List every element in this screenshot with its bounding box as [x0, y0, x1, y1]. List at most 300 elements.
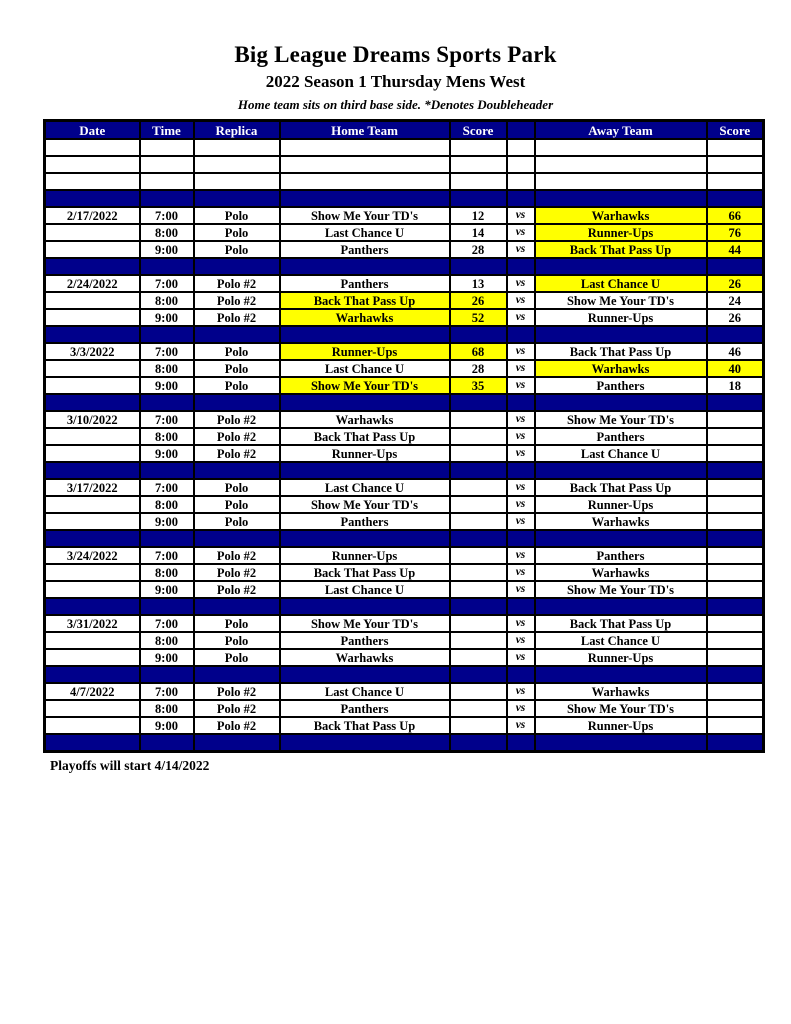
date-cell: 3/17/2022	[45, 479, 140, 496]
date-cell	[45, 513, 140, 530]
home-score-cell	[450, 530, 507, 547]
home-team-cell: Last Chance U	[280, 360, 450, 377]
time-cell	[140, 326, 194, 343]
home-score-cell	[450, 598, 507, 615]
date-cell: 3/10/2022	[45, 411, 140, 428]
game-row	[45, 224, 764, 241]
replica-cell: Polo	[194, 649, 280, 666]
separator-row	[45, 734, 764, 752]
spacer-row	[45, 173, 764, 190]
away-team-cell: Warhawks	[535, 564, 707, 581]
away-team-cell	[535, 734, 707, 752]
home-score-cell	[450, 411, 507, 428]
schedule-table-header	[45, 121, 764, 140]
time-cell: 9:00	[140, 649, 194, 666]
vs-cell: vs	[507, 360, 535, 377]
home-score-cell	[450, 394, 507, 411]
away-score-cell	[707, 139, 764, 156]
schedule-table-body	[45, 139, 764, 752]
replica-cell	[194, 462, 280, 479]
home-team-cell: Show Me Your TD's	[280, 207, 450, 224]
away-team-cell: Panthers	[535, 547, 707, 564]
separator-row	[45, 462, 764, 479]
away-score-cell	[707, 547, 764, 564]
replica-cell	[194, 530, 280, 547]
column-header-home-score: Score	[450, 121, 507, 140]
away-team-cell	[535, 258, 707, 275]
away-team-cell: Back That Pass Up	[535, 615, 707, 632]
home-team-cell	[280, 666, 450, 683]
vs-cell	[507, 190, 535, 207]
vs-cell: vs	[507, 411, 535, 428]
away-score-cell: 66	[707, 207, 764, 224]
home-team-cell: Panthers	[280, 275, 450, 292]
replica-cell	[194, 394, 280, 411]
home-score-cell	[450, 717, 507, 734]
home-team-cell	[280, 598, 450, 615]
replica-cell	[194, 173, 280, 190]
game-row	[45, 683, 764, 700]
time-cell: 7:00	[140, 207, 194, 224]
replica-cell: Polo #2	[194, 309, 280, 326]
time-cell: 7:00	[140, 275, 194, 292]
date-cell: 2/24/2022	[45, 275, 140, 292]
column-header-date: Date	[45, 121, 140, 140]
replica-cell: Polo	[194, 513, 280, 530]
away-score-cell	[707, 479, 764, 496]
vs-cell	[507, 530, 535, 547]
replica-cell: Polo #2	[194, 683, 280, 700]
column-header-home-team: Home Team	[280, 121, 450, 140]
replica-cell: Polo #2	[194, 445, 280, 462]
time-cell: 8:00	[140, 428, 194, 445]
home-score-cell	[450, 683, 507, 700]
date-cell	[45, 156, 140, 173]
away-team-cell: Last Chance U	[535, 445, 707, 462]
home-team-cell: Back That Pass Up	[280, 564, 450, 581]
home-score-cell	[450, 666, 507, 683]
time-cell: 7:00	[140, 479, 194, 496]
replica-cell: Polo	[194, 632, 280, 649]
home-score-cell	[450, 564, 507, 581]
away-team-cell: Runner-Ups	[535, 496, 707, 513]
replica-cell: Polo	[194, 224, 280, 241]
vs-cell	[507, 139, 535, 156]
time-cell: 8:00	[140, 224, 194, 241]
away-score-cell	[707, 649, 764, 666]
time-cell: 9:00	[140, 581, 194, 598]
home-team-cell: Warhawks	[280, 309, 450, 326]
date-cell	[45, 581, 140, 598]
home-score-cell	[450, 173, 507, 190]
away-team-cell: Back That Pass Up	[535, 343, 707, 360]
away-team-cell: Show Me Your TD's	[535, 581, 707, 598]
date-cell	[45, 445, 140, 462]
vs-cell: vs	[507, 564, 535, 581]
home-score-cell	[450, 326, 507, 343]
replica-cell: Polo	[194, 479, 280, 496]
replica-cell: Polo	[194, 343, 280, 360]
playoffs-note: Playoffs will start 4/14/2022	[50, 758, 210, 774]
date-cell	[45, 632, 140, 649]
game-row	[45, 207, 764, 224]
game-row	[45, 445, 764, 462]
away-score-cell: 76	[707, 224, 764, 241]
header-row	[45, 121, 764, 140]
game-row	[45, 564, 764, 581]
vs-cell	[507, 394, 535, 411]
time-cell: 7:00	[140, 547, 194, 564]
date-cell	[45, 224, 140, 241]
away-score-cell: 40	[707, 360, 764, 377]
time-cell: 8:00	[140, 292, 194, 309]
home-team-cell	[280, 139, 450, 156]
replica-cell	[194, 734, 280, 752]
game-row	[45, 632, 764, 649]
date-cell	[45, 717, 140, 734]
vs-cell: vs	[507, 547, 535, 564]
away-score-cell	[707, 598, 764, 615]
away-team-cell: Panthers	[535, 428, 707, 445]
separator-row	[45, 666, 764, 683]
home-score-cell	[450, 258, 507, 275]
away-team-cell	[535, 598, 707, 615]
home-team-note: Home team sits on third base side. *Denotes Doubleheader	[237, 97, 554, 113]
away-score-cell	[707, 581, 764, 598]
away-score-cell	[707, 258, 764, 275]
game-row	[45, 717, 764, 734]
away-score-cell	[707, 156, 764, 173]
time-cell	[140, 666, 194, 683]
home-score-cell	[450, 496, 507, 513]
replica-cell	[194, 598, 280, 615]
home-team-cell: Runner-Ups	[280, 547, 450, 564]
away-team-cell	[535, 394, 707, 411]
game-row	[45, 700, 764, 717]
home-team-cell: Last Chance U	[280, 683, 450, 700]
home-score-cell: 14	[450, 224, 507, 241]
date-cell	[45, 666, 140, 683]
replica-cell	[194, 139, 280, 156]
home-team-cell	[280, 734, 450, 752]
away-team-cell	[535, 139, 707, 156]
home-score-cell	[450, 139, 507, 156]
vs-cell: vs	[507, 615, 535, 632]
time-cell: 9:00	[140, 717, 194, 734]
home-score-cell: 35	[450, 377, 507, 394]
game-row	[45, 479, 764, 496]
vs-cell: vs	[507, 632, 535, 649]
home-score-cell	[450, 479, 507, 496]
time-cell: 9:00	[140, 309, 194, 326]
time-cell: 7:00	[140, 615, 194, 632]
home-score-cell	[450, 513, 507, 530]
game-row	[45, 343, 764, 360]
vs-cell: vs	[507, 479, 535, 496]
vs-cell: vs	[507, 445, 535, 462]
time-cell: 7:00	[140, 343, 194, 360]
vs-cell	[507, 734, 535, 752]
away-score-cell: 18	[707, 377, 764, 394]
time-cell: 8:00	[140, 564, 194, 581]
away-score-cell: 44	[707, 241, 764, 258]
away-team-cell	[535, 462, 707, 479]
home-score-cell: 68	[450, 343, 507, 360]
vs-cell: vs	[507, 649, 535, 666]
home-team-cell	[280, 462, 450, 479]
home-team-cell: Warhawks	[280, 649, 450, 666]
away-team-cell: Warhawks	[535, 360, 707, 377]
time-cell: 9:00	[140, 513, 194, 530]
date-cell	[45, 326, 140, 343]
home-score-cell	[450, 632, 507, 649]
time-cell	[140, 173, 194, 190]
spacer-row	[45, 156, 764, 173]
home-score-cell	[450, 615, 507, 632]
away-team-cell: Show Me Your TD's	[535, 292, 707, 309]
vs-cell: vs	[507, 377, 535, 394]
replica-cell: Polo	[194, 496, 280, 513]
home-team-cell: Back That Pass Up	[280, 717, 450, 734]
away-team-cell: Show Me Your TD's	[535, 700, 707, 717]
vs-cell: vs	[507, 581, 535, 598]
away-team-cell	[535, 666, 707, 683]
home-team-cell: Last Chance U	[280, 479, 450, 496]
column-header-away-score: Score	[707, 121, 764, 140]
home-team-cell: Back That Pass Up	[280, 292, 450, 309]
home-team-cell: Show Me Your TD's	[280, 377, 450, 394]
replica-cell: Polo #2	[194, 581, 280, 598]
away-score-cell	[707, 530, 764, 547]
date-cell: 2/17/2022	[45, 207, 140, 224]
game-row	[45, 377, 764, 394]
replica-cell: Polo #2	[194, 292, 280, 309]
home-score-cell: 26	[450, 292, 507, 309]
date-cell: 3/3/2022	[45, 343, 140, 360]
vs-cell: vs	[507, 292, 535, 309]
spacer-row	[45, 139, 764, 156]
away-team-cell: Back That Pass Up	[535, 241, 707, 258]
home-score-cell	[450, 462, 507, 479]
separator-row	[45, 530, 764, 547]
separator-row	[45, 258, 764, 275]
away-team-cell: Runner-Ups	[535, 224, 707, 241]
date-cell	[45, 564, 140, 581]
away-score-cell	[707, 734, 764, 752]
vs-cell: vs	[507, 700, 535, 717]
vs-cell	[507, 462, 535, 479]
game-row	[45, 547, 764, 564]
time-cell	[140, 462, 194, 479]
replica-cell	[194, 258, 280, 275]
page-subtitle: 2022 Season 1 Thursday Mens West	[265, 72, 526, 92]
home-team-cell	[280, 530, 450, 547]
vs-cell	[507, 156, 535, 173]
date-cell	[45, 649, 140, 666]
date-cell	[45, 700, 140, 717]
home-team-cell	[280, 258, 450, 275]
home-team-cell: Panthers	[280, 632, 450, 649]
home-team-cell	[280, 326, 450, 343]
home-score-cell	[450, 428, 507, 445]
date-cell: 3/31/2022	[45, 615, 140, 632]
time-cell: 8:00	[140, 632, 194, 649]
separator-row	[45, 394, 764, 411]
home-score-cell: 13	[450, 275, 507, 292]
vs-cell: vs	[507, 241, 535, 258]
time-cell: 8:00	[140, 496, 194, 513]
vs-cell: vs	[507, 717, 535, 734]
home-team-cell	[280, 190, 450, 207]
column-header-vs	[507, 121, 535, 140]
date-cell	[45, 394, 140, 411]
home-team-cell: Last Chance U	[280, 224, 450, 241]
vs-cell: vs	[507, 343, 535, 360]
away-score-cell: 26	[707, 275, 764, 292]
time-cell: 7:00	[140, 411, 194, 428]
away-team-cell: Warhawks	[535, 683, 707, 700]
game-row	[45, 309, 764, 326]
home-team-cell: Panthers	[280, 513, 450, 530]
date-cell	[45, 734, 140, 752]
game-row	[45, 241, 764, 258]
vs-cell: vs	[507, 428, 535, 445]
away-score-cell	[707, 513, 764, 530]
replica-cell	[194, 326, 280, 343]
vs-cell	[507, 326, 535, 343]
home-team-cell: Show Me Your TD's	[280, 496, 450, 513]
home-score-cell: 52	[450, 309, 507, 326]
home-score-cell: 12	[450, 207, 507, 224]
away-score-cell	[707, 683, 764, 700]
time-cell: 7:00	[140, 683, 194, 700]
date-cell: 3/24/2022	[45, 547, 140, 564]
game-row	[45, 411, 764, 428]
home-score-cell: 28	[450, 241, 507, 258]
replica-cell: Polo	[194, 377, 280, 394]
replica-cell: Polo #2	[194, 717, 280, 734]
home-team-cell: Show Me Your TD's	[280, 615, 450, 632]
away-score-cell	[707, 394, 764, 411]
home-team-cell: Runner-Ups	[280, 343, 450, 360]
game-row	[45, 496, 764, 513]
replica-cell	[194, 666, 280, 683]
date-cell	[45, 360, 140, 377]
separator-row	[45, 190, 764, 207]
date-cell	[45, 428, 140, 445]
time-cell: 9:00	[140, 377, 194, 394]
away-team-cell: Show Me Your TD's	[535, 411, 707, 428]
separator-row	[45, 598, 764, 615]
away-score-cell	[707, 717, 764, 734]
home-score-cell	[450, 547, 507, 564]
time-cell	[140, 530, 194, 547]
time-cell: 9:00	[140, 445, 194, 462]
replica-cell: Polo #2	[194, 275, 280, 292]
replica-cell: Polo	[194, 615, 280, 632]
game-row	[45, 360, 764, 377]
time-cell	[140, 156, 194, 173]
away-score-cell	[707, 632, 764, 649]
column-header-replica: Replica	[194, 121, 280, 140]
replica-cell	[194, 156, 280, 173]
away-score-cell	[707, 190, 764, 207]
date-cell	[45, 309, 140, 326]
column-header-time: Time	[140, 121, 194, 140]
vs-cell: vs	[507, 496, 535, 513]
away-score-cell	[707, 326, 764, 343]
vs-cell: vs	[507, 683, 535, 700]
away-team-cell	[535, 326, 707, 343]
away-score-cell	[707, 700, 764, 717]
game-row	[45, 428, 764, 445]
date-cell	[45, 173, 140, 190]
home-team-cell: Panthers	[280, 241, 450, 258]
away-score-cell	[707, 462, 764, 479]
away-score-cell: 26	[707, 309, 764, 326]
date-cell	[45, 377, 140, 394]
home-score-cell	[450, 156, 507, 173]
document-header	[0, 0, 791, 112]
away-team-cell: Runner-Ups	[535, 649, 707, 666]
date-cell	[45, 241, 140, 258]
home-score-cell	[450, 734, 507, 752]
away-score-cell: 24	[707, 292, 764, 309]
replica-cell: Polo	[194, 241, 280, 258]
date-cell: 4/7/2022	[45, 683, 140, 700]
game-row	[45, 581, 764, 598]
page-title: Big League Dreams Sports Park	[234, 42, 557, 67]
separator-row	[45, 326, 764, 343]
date-cell	[45, 462, 140, 479]
time-cell: 8:00	[140, 700, 194, 717]
game-row	[45, 649, 764, 666]
home-score-cell	[450, 700, 507, 717]
vs-cell	[507, 598, 535, 615]
replica-cell: Polo #2	[194, 411, 280, 428]
away-team-cell: Back That Pass Up	[535, 479, 707, 496]
away-score-cell	[707, 666, 764, 683]
time-cell	[140, 190, 194, 207]
time-cell	[140, 598, 194, 615]
away-score-cell	[707, 173, 764, 190]
away-score-cell	[707, 496, 764, 513]
away-team-cell	[535, 530, 707, 547]
home-team-cell: Runner-Ups	[280, 445, 450, 462]
home-score-cell	[450, 190, 507, 207]
column-header-away-team: Away Team	[535, 121, 707, 140]
vs-cell: vs	[507, 309, 535, 326]
vs-cell: vs	[507, 275, 535, 292]
vs-cell: vs	[507, 513, 535, 530]
away-team-cell: Warhawks	[535, 513, 707, 530]
home-team-cell: Back That Pass Up	[280, 428, 450, 445]
time-cell	[140, 394, 194, 411]
replica-cell	[194, 190, 280, 207]
replica-cell: Polo	[194, 360, 280, 377]
away-score-cell: 46	[707, 343, 764, 360]
vs-cell: vs	[507, 224, 535, 241]
vs-cell	[507, 258, 535, 275]
home-team-cell: Warhawks	[280, 411, 450, 428]
home-score-cell	[450, 649, 507, 666]
home-team-cell: Panthers	[280, 700, 450, 717]
home-score-cell: 28	[450, 360, 507, 377]
away-score-cell	[707, 564, 764, 581]
time-cell: 9:00	[140, 241, 194, 258]
vs-cell: vs	[507, 207, 535, 224]
vs-cell	[507, 173, 535, 190]
